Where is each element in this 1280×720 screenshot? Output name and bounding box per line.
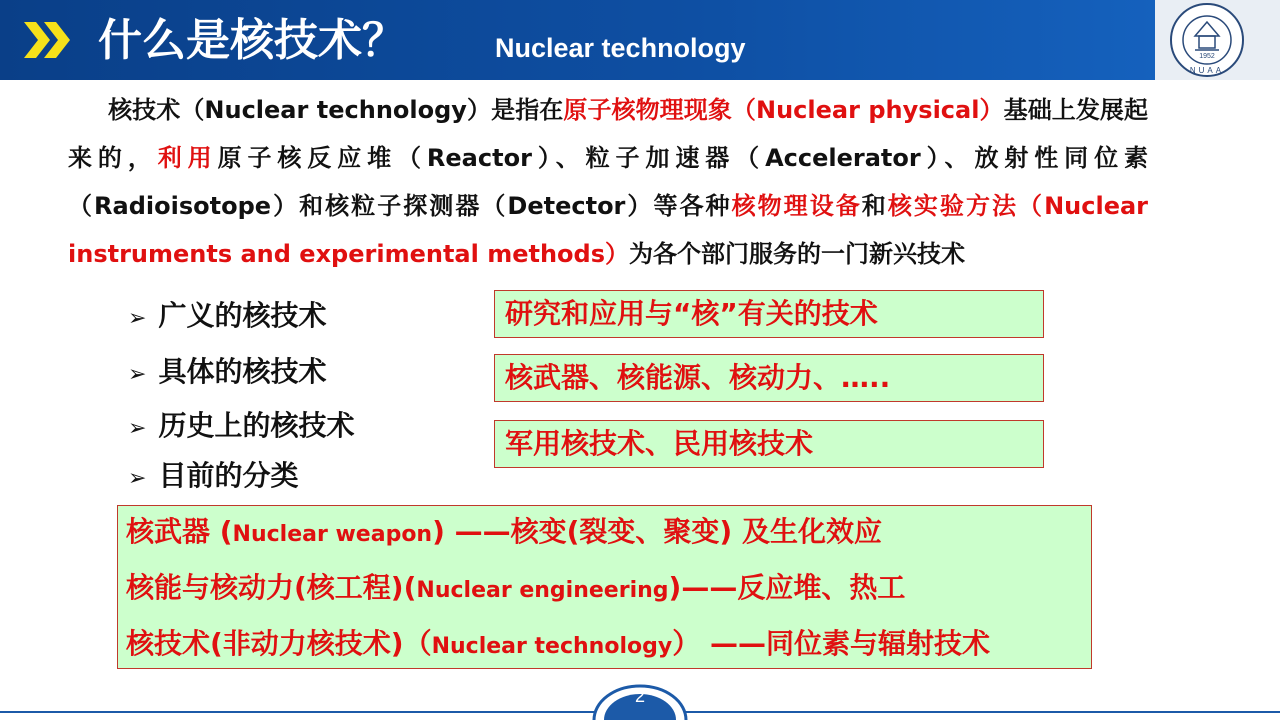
arrow-bullet-icon: ➢ [128,306,147,331]
bullet-item [128,406,354,446]
page-subtitle: Nuclear technology [495,33,746,63]
arrow-bullet-icon: ➢ [128,466,147,491]
definition-paragraph [68,86,1148,278]
bullet-item [128,456,298,496]
page-title: 什么是核技术？ [98,15,406,66]
para-highlight-3: 核物理设备 [731,192,862,220]
header-bar [0,0,1155,80]
arrow-bullet-icon: ➢ [128,416,147,441]
para-highlight-1: 原子核物理现象（Nuclear physical） [563,96,1004,124]
classification-line: 核技术(非动力核技术)（Nuclear technology） ——同位素与辐射技术 [126,627,990,660]
para-text-1: 核技术（Nuclear technology）是指在 [108,96,564,124]
bullet-item [128,352,326,392]
logo-year: 1952 [1199,53,1215,60]
classification-line: 核能与核动力(核工程)(Nuclear engineering)——反应堆、热工 [126,571,906,604]
double-chevron-icon [22,18,72,62]
bullet-item [128,296,326,336]
bullet-label: 具体的核技术 [158,355,327,388]
para-text-3: 原子核反应堆（Reactor）、粒子加速器（Accelerator）、放射性同位素（Radioisotope）和核粒子探测器（Detector）等各种 [68,144,1149,220]
university-logo-area [1155,0,1280,80]
answer-box: 研究和应用与“核”有关的技术 [494,290,1044,338]
bullet-label: 目前的分类 [158,459,299,492]
para-text-5: 为各个部门服务的一门新兴技术 [629,240,965,268]
classification-line: 核武器 (Nuclear weapon) ——核变(裂变、聚变) 及生化效应 [126,515,882,548]
classification-box [117,505,1092,669]
university-seal-logo [1169,2,1245,78]
logo-letters: NUAA [1189,66,1225,75]
arrow-bullet-icon: ➢ [128,362,147,387]
para-highlight-4: 核实验方法（Nuclear instruments and experimental methods） [68,192,1149,268]
answer-box: 核武器、核能源、核动力、….. [494,354,1044,402]
para-text-4: 和 [861,192,888,220]
page-number: 2 [634,686,645,706]
bullet-label: 历史上的核技术 [158,409,355,442]
answer-box: 军用核技术、民用核技术 [494,420,1044,468]
para-text-2: 基础上发展起来的， [68,96,1149,172]
bullet-label: 广义的核技术 [158,299,327,332]
para-highlight-2: 利用 [157,144,218,172]
